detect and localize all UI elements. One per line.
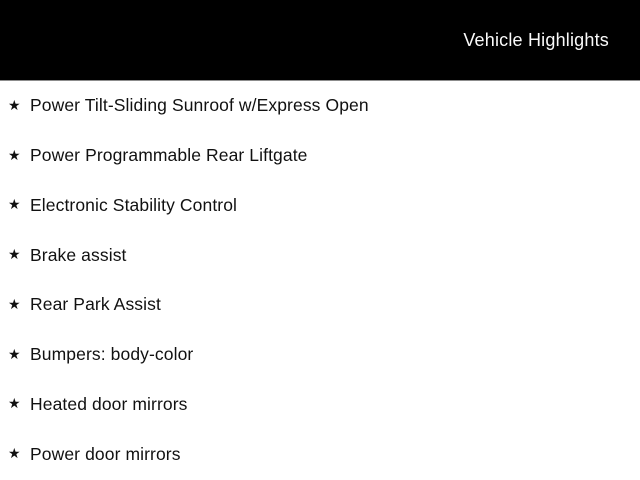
header-bar xyxy=(0,0,640,81)
feature-list xyxy=(0,81,640,479)
list-item xyxy=(0,81,640,131)
list-item xyxy=(0,181,640,231)
feature-label: Heated door mirrors xyxy=(30,393,188,414)
star-icon: ★ xyxy=(8,247,21,264)
list-item xyxy=(0,380,640,430)
star-icon: ★ xyxy=(8,97,21,114)
star-icon: ★ xyxy=(8,197,21,214)
feature-label: Electronic Stability Control xyxy=(30,194,238,215)
feature-label: Brake assist xyxy=(30,244,127,265)
star-icon: ★ xyxy=(8,346,21,363)
list-item xyxy=(0,280,640,330)
feature-label: Power door mirrors xyxy=(30,443,181,464)
list-item xyxy=(0,131,640,181)
star-icon: ★ xyxy=(8,446,21,463)
feature-label: Bumpers: body-color xyxy=(30,344,194,365)
feature-label: Rear Park Assist xyxy=(30,294,161,315)
list-item xyxy=(0,330,640,380)
page-title: Vehicle Highlights xyxy=(463,29,609,50)
star-icon: ★ xyxy=(8,147,21,164)
star-icon: ★ xyxy=(8,396,21,413)
feature-label: Power Tilt-Sliding Sunroof w/Express Open xyxy=(30,95,369,116)
star-icon: ★ xyxy=(8,296,21,313)
feature-label: Power Programmable Rear Liftgate xyxy=(30,145,308,166)
list-item xyxy=(0,230,640,280)
list-item xyxy=(0,429,640,479)
